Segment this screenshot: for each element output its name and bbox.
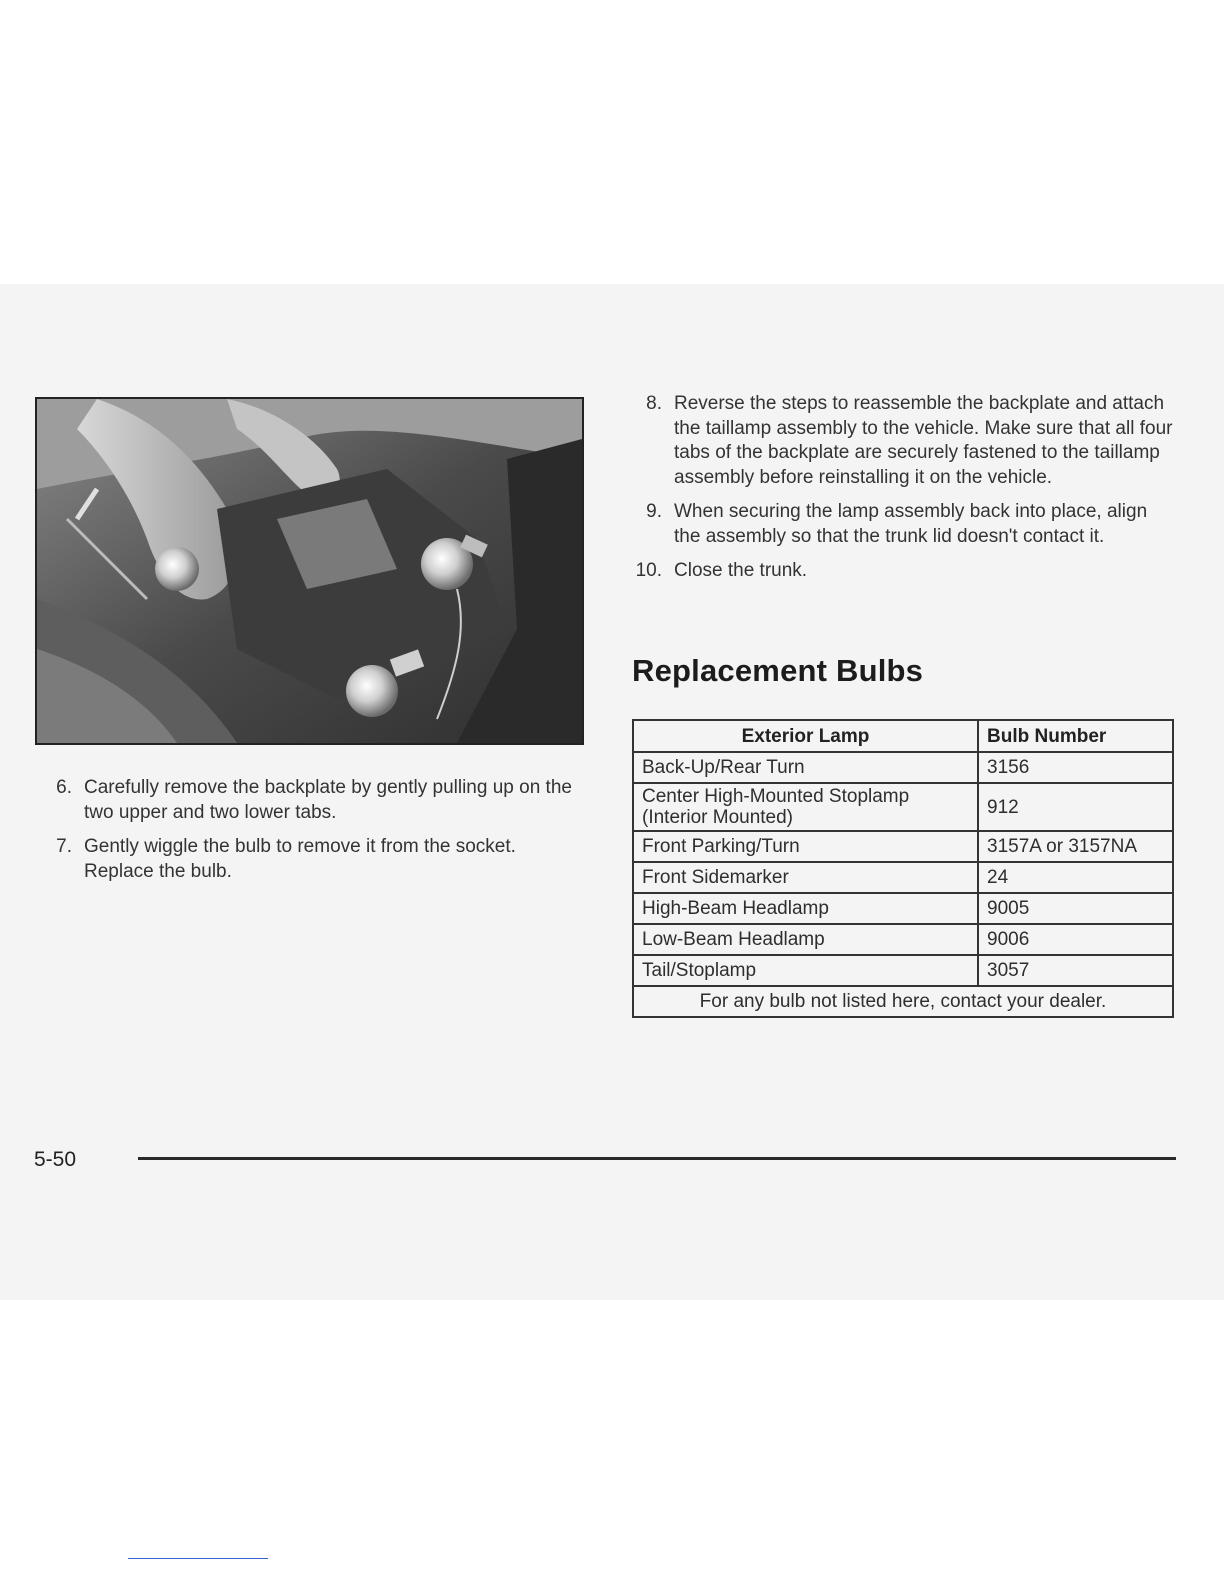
lamp-name-line: Back-Up/Rear Turn xyxy=(642,757,805,778)
bottom-underline xyxy=(128,1558,268,1559)
cell-exterior-lamp xyxy=(633,831,978,862)
footer-divider xyxy=(138,1157,1176,1160)
step-text: When securing the lamp assembly back into place, align the assembly so that the trunk lid doesn't contact it. xyxy=(674,501,1148,547)
instruction-steps-right xyxy=(632,392,1177,594)
step-number: 8. xyxy=(646,393,662,414)
step-item xyxy=(632,392,1177,490)
step-item xyxy=(42,776,587,825)
cell-exterior-lamp xyxy=(633,862,978,893)
cell-bulb-number: 912 xyxy=(978,783,1173,831)
step-number: 10. xyxy=(635,560,662,581)
step-text: Close the trunk. xyxy=(674,560,808,581)
lamp-name-line: Tail/Stoplamp xyxy=(642,960,757,981)
cell-bulb-number: 3057 xyxy=(978,955,1173,986)
table-row xyxy=(633,831,1173,862)
taillamp-bulb-photo xyxy=(35,397,584,745)
lamp-name-line: Front Sidemarker xyxy=(642,867,789,888)
table-row xyxy=(633,924,1173,955)
table-row xyxy=(633,752,1173,783)
cell-bulb-number: 9005 xyxy=(978,893,1173,924)
cell-bulb-number: 9006 xyxy=(978,924,1173,955)
lamp-name-line: (Interior Mounted) xyxy=(642,807,794,828)
instruction-steps-left xyxy=(42,776,587,894)
cell-bulb-number: 3156 xyxy=(978,752,1173,783)
section-title: Replacement Bulbs xyxy=(632,653,924,688)
step-item xyxy=(632,559,1177,584)
step-text: Gently wiggle the bulb to remove it from the socket. Replace the bulb. xyxy=(84,836,516,882)
step-text: Reverse the steps to reassemble the backplate and attach the taillamp assembly to the vehicle. Make sure that all four tabs of the backplate are securely fastened to the taillamp assembly before reinstalling it on the vehicle. xyxy=(674,393,1173,488)
lamp-name-line: Low-Beam Headlamp xyxy=(642,929,825,950)
lamp-name-line: High-Beam Headlamp xyxy=(642,898,829,919)
table-row xyxy=(633,893,1173,924)
step-number: 7. xyxy=(56,836,72,857)
table-row xyxy=(633,862,1173,893)
column-header-bulb-number: Bulb Number xyxy=(978,720,1173,752)
table-row xyxy=(633,783,1173,831)
table-row xyxy=(633,955,1173,986)
cell-bulb-number: 3157A or 3157NA xyxy=(978,831,1173,862)
table-header-row xyxy=(633,720,1173,752)
table-footer-row xyxy=(633,986,1173,1017)
cell-bulb-number: 24 xyxy=(978,862,1173,893)
table-footer-note: For any bulb not listed here, contact your dealer. xyxy=(633,986,1173,1017)
cell-exterior-lamp xyxy=(633,783,978,831)
lamp-name-line: Center High-Mounted Stoplamp xyxy=(642,786,910,807)
column-header-exterior-lamp: Exterior Lamp xyxy=(633,720,978,752)
lamp-name-line: Front Parking/Turn xyxy=(642,836,800,857)
page-number: 5-50 xyxy=(34,1148,77,1171)
step-number: 6. xyxy=(56,777,72,798)
cell-exterior-lamp xyxy=(633,893,978,924)
step-item xyxy=(42,835,587,884)
step-item xyxy=(632,500,1177,549)
cell-exterior-lamp xyxy=(633,924,978,955)
cell-exterior-lamp xyxy=(633,752,978,783)
step-number: 9. xyxy=(646,501,662,522)
step-text: Carefully remove the backplate by gently pulling up on the two upper and two lower tabs. xyxy=(84,777,572,823)
cell-exterior-lamp xyxy=(633,955,978,986)
replacement-bulbs-table xyxy=(632,719,1174,1018)
